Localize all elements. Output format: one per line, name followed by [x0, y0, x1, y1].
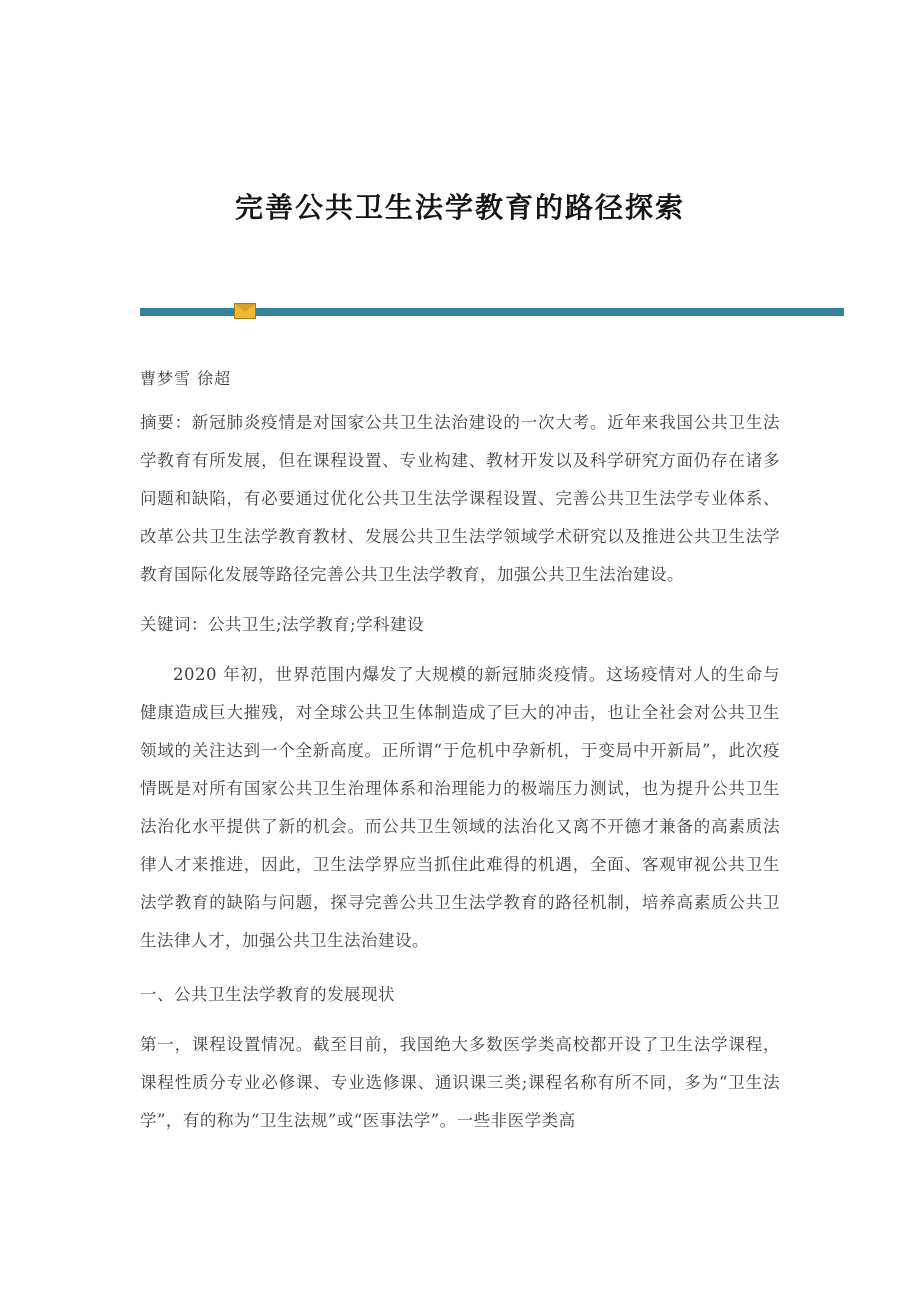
body-paragraph: 第一，课程设置情况。截至目前，我国绝大多数医学类高校都开设了卫生法学课程，课程性质分专业必修课、专业选修课、通识课三类;课程名称有所不同，多为“卫生法学”，有的称为“卫生法规”或“医事法学”。一些非医学类高 [140, 1035, 780, 1130]
abstract-paragraph: 摘要：新冠肺炎疫情是对国家公共卫生法治建设的一次大考。近年来我国公共卫生法学教育有所发展，但在课程设置、专业构建、教材开发以及科学研究方面仍存在诸多问题和缺陷，有必要通过优化公共卫生法学课程设置、完善公共卫生法学专业体系、改革公共卫生法学教育教材、发展公共卫生法学领域学术研究以及推进公共卫生法学教育国际化发展等路径完善公共卫生法学教育，加强公共卫生法治建设。 [140, 413, 780, 584]
intro-paragraph: 2020 年初，世界范围内爆发了大规模的新冠肺炎疫情。这场疫情对人的生命与健康造成巨大摧残，对全球公共卫生体制造成了巨大的冲击，也让全社会对公共卫生领域的关注达到一个全新高度。正所谓“于危机中孕新机，于变局中开新局”，此次疫情既是对所有国家公共卫生治理体系和治理能力的极端压力测试，也为提升公共卫生法治化水平提供了新的机会。而公共卫生领域的法治化又离不开德才兼备的高素质法律人才来推进，因此，卫生法学界应当抓住此难得的机遇，全面、客观审视公共卫生法学教育的缺陷与问题，探寻完善公共卫生法学教育的路径机制，培养高素质公共卫生法律人才，加强公共卫生法治建设。 [140, 665, 780, 950]
section-heading: 一、公共卫生法学教育的发展现状 [140, 985, 395, 1004]
keywords-line: 关键词：公共卫生;法学教育;学科建设 [140, 615, 425, 634]
authors-line: 曹梦雪 徐超 [140, 369, 232, 388]
envelope-icon [234, 303, 256, 319]
divider-bar [140, 308, 844, 316]
page-title: 完善公共卫生法学教育的路径探索 [234, 191, 685, 224]
document-body [140, 366, 780, 1140]
